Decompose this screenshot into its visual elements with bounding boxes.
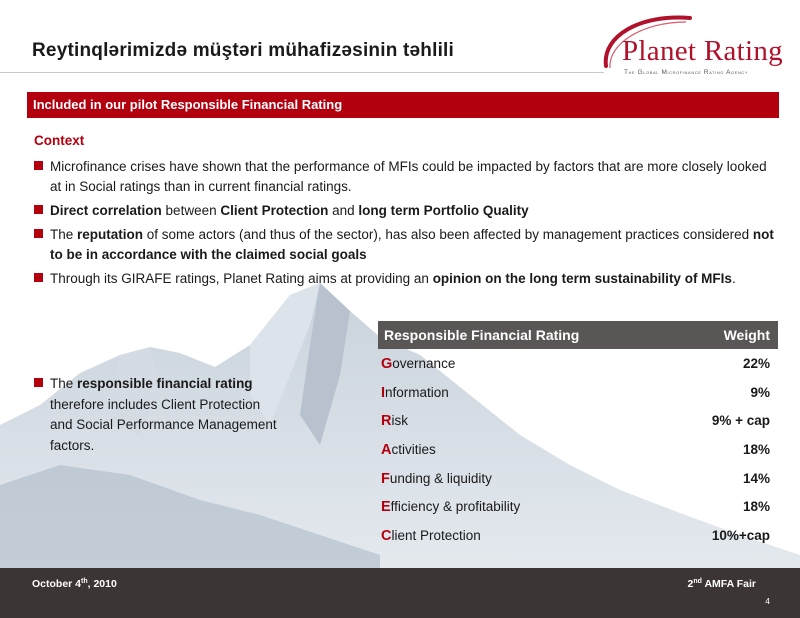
- emphasis-text: not to be in accordance with the claimed social goals: [50, 227, 774, 262]
- table-row: [378, 435, 778, 464]
- bullet-marker: [34, 229, 43, 238]
- table-row: [378, 521, 778, 550]
- body-text: and: [328, 203, 359, 218]
- row-label-rest: nformation: [385, 384, 449, 400]
- body-text: Microfinance crises have shown that the performance of MFIs could be impacted by factors that are more closely looked at in Social ratings than in current financial ratings.: [50, 159, 767, 194]
- emphasis-text: opinion on the long term sustainability of MFIs: [432, 271, 732, 286]
- row-label: [381, 471, 492, 487]
- rating-summary-text: [34, 374, 284, 456]
- row-weight: 18%: [742, 499, 770, 515]
- row-initial: C: [381, 528, 392, 545]
- row-initial: E: [381, 499, 391, 516]
- context-bullet: [34, 157, 774, 197]
- page-number: 4: [765, 596, 770, 606]
- body-text: .: [731, 271, 736, 286]
- emphasis-text: long term Portfolio Quality: [358, 203, 529, 218]
- footer-date: October 4th, 2010: [32, 578, 117, 590]
- row-weight: 10%+cap: [711, 528, 770, 544]
- planet-rating-logo: [600, 12, 790, 74]
- responsible-rating-table: [378, 321, 778, 550]
- row-initial: F: [381, 470, 390, 487]
- section-heading: Included in our pilot Responsible Financial Rating: [33, 97, 343, 112]
- body-text: Through its GIRAFE ratings, Planet Rating aims at providing an: [50, 271, 433, 286]
- row-label: [381, 385, 449, 401]
- context-label: Context: [34, 133, 85, 148]
- body-text: The: [50, 376, 78, 391]
- slide-title: Reytinqlǝrimizdǝ müştǝri mühafizǝsinin tǝhlili: [32, 40, 455, 61]
- section-heading-bar: [27, 92, 779, 118]
- table-row: [378, 406, 778, 435]
- table-header-weight: Weight: [723, 327, 770, 343]
- row-label: [381, 528, 481, 544]
- emphasis-text: reputation: [77, 227, 144, 242]
- row-initial: R: [381, 413, 392, 430]
- body-text: The: [50, 227, 78, 242]
- table-header-label: Responsible Financial Rating: [384, 327, 580, 343]
- row-weight: 22%: [742, 356, 770, 371]
- table-row: [378, 349, 778, 378]
- emphasis-text: responsible financial rating: [77, 376, 253, 391]
- rating-summary-bullet: [34, 374, 284, 456]
- logo-wordmark: Planet Rating: [622, 35, 783, 67]
- footer-event: 2nd AMFA Fair: [687, 578, 756, 590]
- row-label-rest: overnance: [392, 356, 456, 371]
- table-row: [378, 464, 778, 493]
- row-label-rest: fficiency & profitability: [390, 499, 521, 515]
- row-label: [381, 442, 436, 458]
- row-label: [381, 499, 520, 515]
- row-weight: 9%: [750, 384, 770, 400]
- row-weight: 9% + cap: [711, 413, 770, 429]
- table-row: [378, 492, 778, 521]
- emphasis-text: Client Protection: [220, 203, 329, 218]
- row-initial: A: [381, 442, 392, 459]
- emphasis-text: Direct correlation: [50, 203, 162, 218]
- row-label-rest: ctivities: [391, 442, 436, 458]
- row-initial: G: [381, 356, 393, 372]
- row-weight: 14%: [742, 470, 770, 486]
- row-label: [381, 356, 455, 372]
- row-weight: 18%: [742, 442, 770, 458]
- body-text: of some actors (and thus of the sector), has also been affected by management practices considered: [143, 227, 753, 242]
- footer-bar: [0, 568, 800, 618]
- table-header: [378, 321, 778, 349]
- row-label-rest: isk: [391, 413, 408, 429]
- bullet-marker: [34, 161, 43, 170]
- row-label-rest: unding & liquidity: [389, 470, 492, 486]
- logo-tagline: The Global Microfinance Rating Agency: [624, 69, 749, 76]
- row-label: [381, 413, 408, 429]
- row-label-rest: lient Protection: [391, 528, 481, 544]
- body-text: therefore includes Client Protection and Social Performance Management factors.: [50, 396, 277, 453]
- bullet-marker: [34, 378, 43, 387]
- context-bullet: [34, 201, 774, 221]
- bullet-marker: [34, 205, 43, 214]
- title-divider: [0, 72, 604, 73]
- row-initial: I: [381, 384, 386, 401]
- table-row: [378, 378, 778, 407]
- body-text: between: [161, 203, 221, 218]
